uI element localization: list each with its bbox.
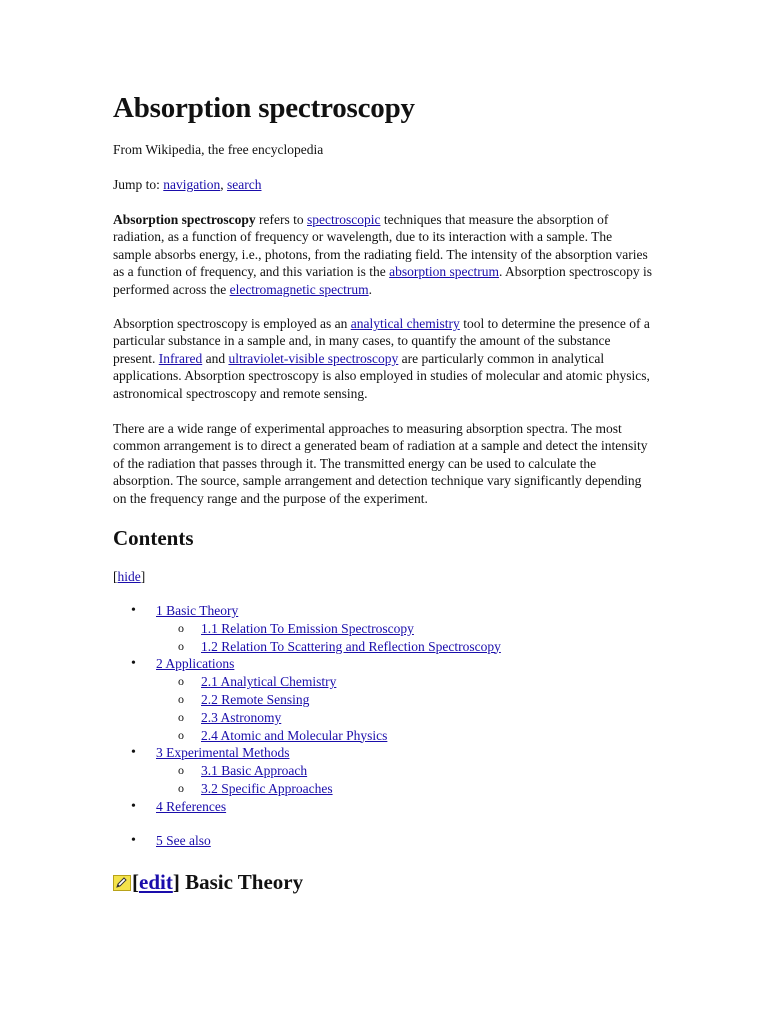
edit-section-link[interactable]: edit — [139, 870, 173, 894]
toc-subitem — [156, 727, 653, 745]
toc-link-astronomy[interactable]: 2.3 Astronomy — [201, 709, 282, 725]
contents-heading: Contents — [113, 526, 194, 550]
electromagnetic-spectrum-link[interactable]: electromagnetic spectrum — [229, 281, 369, 297]
intro-bold-term: Absorption spectroscopy — [113, 212, 256, 227]
intro-paragraph-3: There are a wide range of experimental approaches to measuring absorption spectra. The most common arrangement is to direct a generated beam of radiation at a sample and detect the intensity of the radiation that passes through it. The transmitted energy can be used to calculate the absorption. The source, sample arrangement and detection technique vary significantly depending on the frequency range and the purpose of the experiment. — [113, 421, 648, 506]
jump-separator: , — [220, 177, 228, 192]
toc-subitem — [156, 709, 653, 727]
toc-subitem — [156, 638, 653, 656]
edit-bracket-open: [ — [132, 870, 139, 894]
toc-subitem — [156, 780, 653, 798]
site-subtitle: From Wikipedia, the free encyclopedia — [113, 142, 324, 157]
infrared-link[interactable]: Infrared — [158, 350, 203, 366]
para1-text-1: refers to — [255, 212, 307, 227]
toc-item — [113, 655, 653, 744]
analytical-chemistry-link[interactable]: analytical chemistry — [350, 316, 460, 331]
toc-subitem — [156, 762, 653, 780]
intro-paragraph-1 — [113, 211, 653, 298]
absorption-spectrum-link[interactable]: absorption spectrum — [389, 264, 500, 280]
toc-link-experimental-methods[interactable]: 3 Experimental Methods — [156, 745, 290, 761]
toc-link-relation-emission[interactable]: 1.1 Relation To Emission Spectroscopy — [201, 620, 414, 636]
toc-link-references[interactable]: 4 References — [156, 798, 227, 814]
para1-text-4: . — [368, 281, 373, 297]
para1-text-2: techniques that measure the absorption of radiation, as a function of frequency or wavelength, due to its interaction with a sample. The sample absorbs energy, i.e., photons, from the radiating field. The intensity of the absorption varies as a function of frequency, and this variation is the — [113, 212, 648, 280]
toc-link-remote-sensing[interactable]: 2.2 Remote Sensing — [201, 691, 310, 707]
intro-paragraph-2 — [113, 315, 653, 402]
toc-link-analytical-chemistry[interactable]: 2.1 Analytical Chemistry — [201, 674, 337, 690]
toc-subitem — [156, 620, 653, 638]
section-heading-basic-theory — [113, 868, 303, 896]
para1-text-3: . Absorption spectroscopy is performed across the — [113, 264, 653, 297]
toc-sublist — [156, 620, 653, 656]
table-of-contents — [113, 602, 653, 849]
jump-to-label: Jump to: — [113, 177, 164, 192]
toc-hide-toggle — [113, 568, 145, 586]
toc-item — [113, 798, 653, 816]
toc-sublist — [156, 673, 653, 744]
jump-to-bar — [113, 176, 262, 194]
uv-visible-spectroscopy-link[interactable]: ultraviolet-visible spectroscopy — [228, 350, 399, 366]
toc-link-see-also[interactable]: 5 See also — [156, 832, 211, 848]
hide-link[interactable]: hide — [117, 569, 141, 584]
hide-bracket-close: ] — [140, 569, 146, 584]
search-link[interactable]: search — [227, 177, 262, 192]
page-title: Absorption spectroscopy — [113, 92, 415, 124]
toc-sublist — [156, 762, 653, 798]
toc-subitem — [156, 673, 653, 691]
para2-text-3: and — [202, 350, 229, 366]
toc-link-applications[interactable]: 2 Applications — [156, 656, 235, 672]
edit-bracket-close: ] — [172, 870, 180, 894]
para2-text-4: are particularly common in analytical applications. Absorption spectroscopy is also employed in studies of molecular and atomic physics, astronomical spectroscopy and remote sensing. — [113, 350, 650, 401]
para2-text-2: tool to determine the presence of a particular substance in a sample and, in many cases, to quantify the amount of the substance present. — [113, 316, 650, 366]
section-title-text: Basic Theory — [179, 870, 304, 894]
toc-link-basic-theory[interactable]: 1 Basic Theory — [156, 603, 239, 618]
spectroscopic-link[interactable]: spectroscopic — [307, 212, 381, 227]
toc-item — [113, 832, 653, 850]
toc-link-atomic-molecular[interactable]: 2.4 Atomic and Molecular Physics — [201, 727, 388, 743]
toc-link-specific-approaches[interactable]: 3.2 Specific Approaches — [201, 780, 333, 796]
edit-pencil-icon[interactable] — [113, 875, 131, 891]
toc-item — [113, 744, 653, 797]
toc-item — [113, 602, 653, 655]
navigation-link[interactable]: navigation — [163, 177, 221, 192]
para2-text-1: Absorption spectroscopy is employed as an — [113, 316, 351, 331]
toc-link-relation-scattering[interactable]: 1.2 Relation To Scattering and Reflection Spectroscopy — [201, 638, 501, 654]
toc-link-basic-approach[interactable]: 3.1 Basic Approach — [201, 763, 308, 779]
toc-subitem — [156, 691, 653, 709]
hide-bracket-open: [ — [113, 569, 118, 584]
